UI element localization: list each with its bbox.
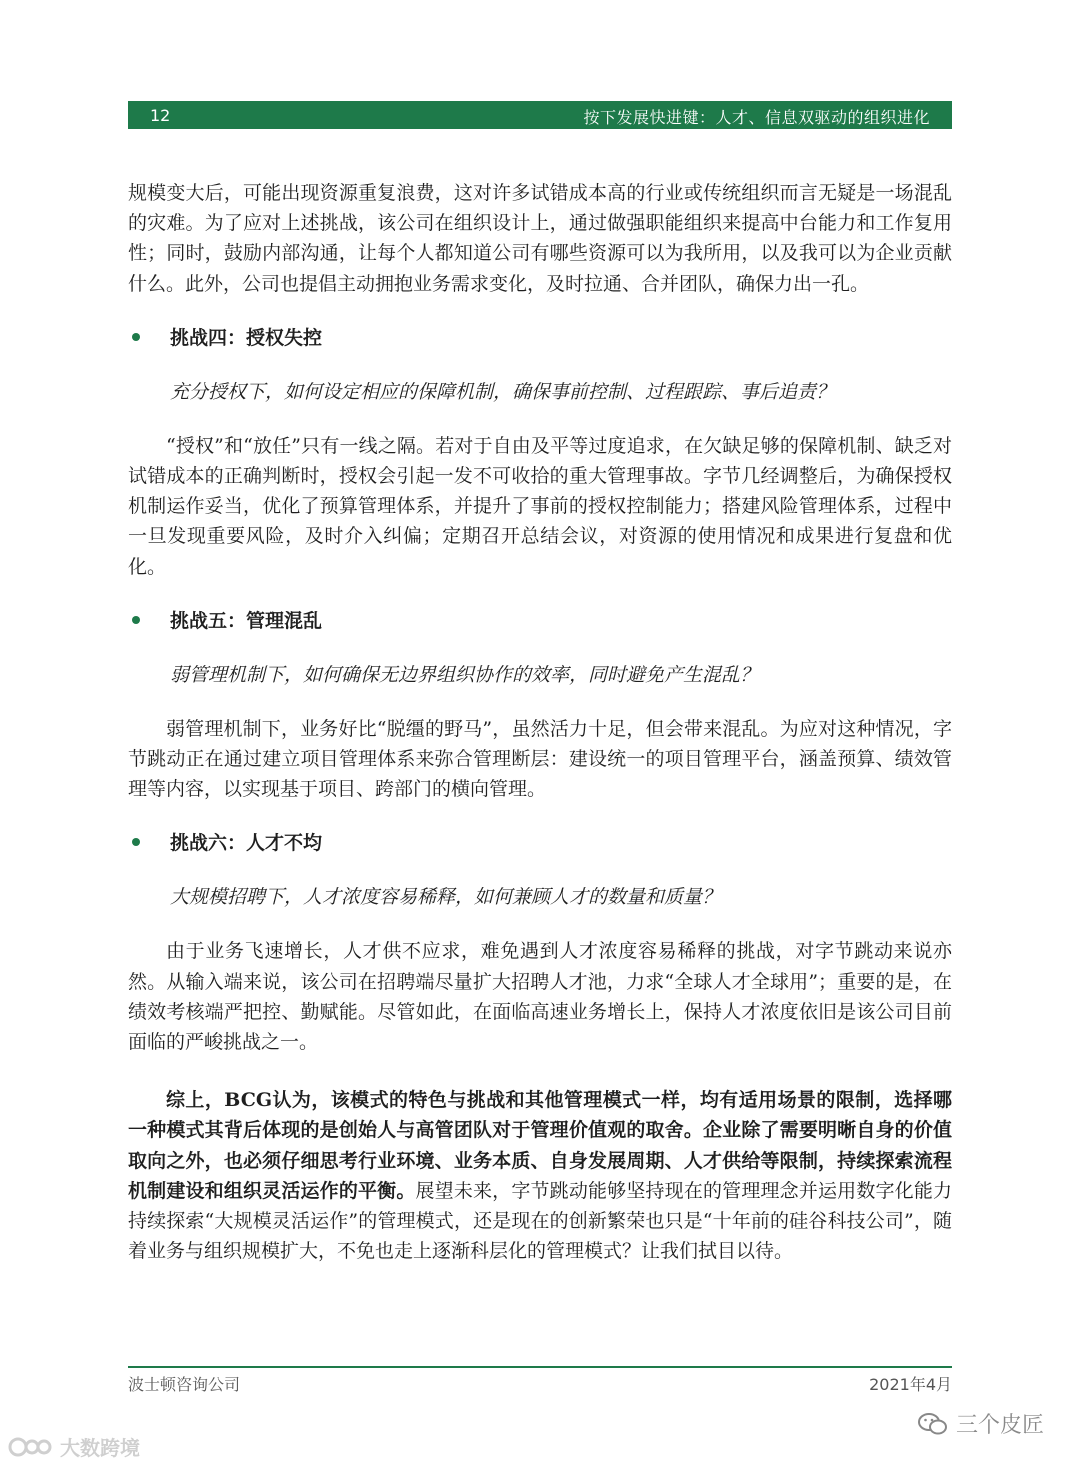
wechat-icon [918,1412,948,1436]
watermark-left-text: 大数跨境 [60,1436,140,1460]
watermark-logo-icon [8,1436,54,1458]
page-number: 12 [150,106,171,125]
section-question: 大规模招聘下，人才浓度容易稀释，如何兼顾人才的数量和质量？ [170,886,722,909]
footer-divider [128,1366,952,1368]
intro-paragraph: 规模变大后，可能出现资源重复浪费，这对许多试错成本高的行业或传统组织而言无疑是一场混乱的灾难。为了应对上述挑战，该公司在组织设计上，通过做强职能组织来提高中台能力和工作复用性；同时，鼓励内部沟通，让每个人都知道公司有哪些资源可以为我所用，以及我可以为企业贡献什么。此外，公司也提倡主动拥抱业务需求变化，及时拉通、合并团队，确保力出一孔。 [128,182,952,295]
footer-date: 2021年4月 [869,1375,952,1394]
bullet-dot-icon [132,333,140,341]
section-heading: 挑战五：管理混乱 [128,606,952,636]
bullet-dot-icon [132,838,140,846]
section-question: 充分授权下，如何设定相应的保障机制，确保事前控制、过程跟踪、事后追责？ [170,380,836,403]
conclusion-normal-text: 展望未来，字节跳动能够坚持现在的管理理念并运用数字化能力持续探索“大规模灵活运作”的管理模式，还是现在的创新繁荣也只是“十年前的硅谷科技公司”，随着业务与组织规模扩大，不免也走上逐渐科层化的管理模式？让我们拭目以待。 [128,1179,952,1263]
section-body: 弱管理机制下，业务好比“脱缰的野马”，虽然活力十足，但会带来混乱。为应对这种情况，字节跳动正在通过建立项目管理体系来弥合管理断层：建设统一的项目管理平台，涵盖预算、绩效管理等内容，以实现基于项目、跨部门的横向管理。 [128,717,952,801]
section-body: “授权”和“放任”只有一线之隔。若对于自由及平等过度追求，在欠缺足够的保障机制、缺乏对试错成本的正确判断时，授权会引起一发不可收拾的重大管理事故。字节几经调整后，为确保授权机制运作妥当，优化了预算管理体系，并提升了事前的授权控制能力；搭建风险管理体系，过程中一旦发现重要风险，及时介入纠偏；定期召开总结会议，对资源的使用情况和成果进行复盘和优化。 [128,434,952,578]
conclusion-bold-text: 综上，BCG认为，该模式的特色与挑战和其他管理模式一样，均有适用场景的限制，选择哪一种模式其背后体现的是创始人与高管团队对于管理价值观的取舍。企业除了需要明晰自身的价值取向之外，也必须仔细思考行业环境、业务本质、自身发展周期、人才供给等限制，持续探索流程机制建设和组织灵活运作的平衡。 [128,1089,952,1202]
main-content [128,178,952,1266]
report-title: 按下发展快进键：人才、信息双驱动的组织进化 [583,108,930,127]
watermark-right [918,1408,1044,1439]
section-heading: 挑战六：人才不均 [128,828,952,858]
watermark-right-text: 三个皮匠 [955,1413,1044,1438]
conclusion-paragraph [128,1085,952,1266]
watermark-left [8,1432,140,1461]
bullet-dot-icon [132,616,140,624]
section-body: 由于业务飞速增长，人才供不应求，难免遇到人才浓度容易稀释的挑战，对字节跳动来说亦然。从输入端来说，该公司在招聘端尽量扩大招聘人才池，力求“全球人才全球用”；重要的是，在绩效考核端严把控、勤赋能。尽管如此，在面临高速业务增长上，保持人才浓度依旧是该公司目前面临的严峻挑战之一。 [128,940,952,1054]
section-heading: 挑战四：授权失控 [128,323,952,353]
header-bar [128,101,952,129]
footer-company: 波士顿咨询公司 [128,1375,241,1394]
section-question: 弱管理机制下，如何确保无边界组织协作的效率，同时避免产生混乱？ [170,663,760,686]
